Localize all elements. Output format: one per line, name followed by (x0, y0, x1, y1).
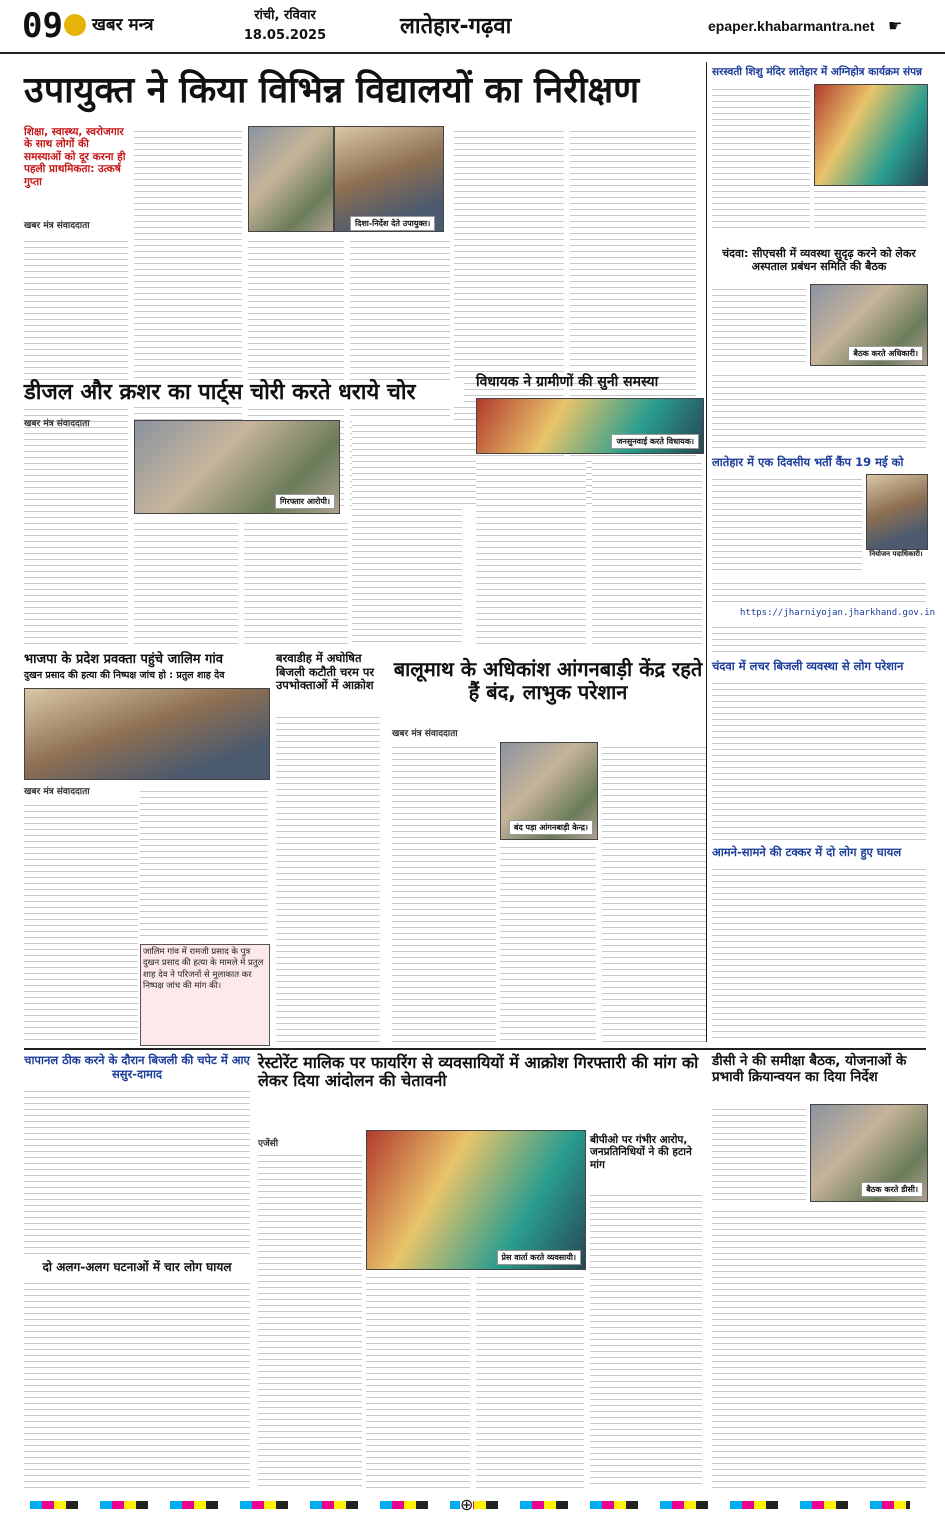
b1-headline: चापानल ठीक करने के दौरान बिजली की चपेट में आए ससुर-दामाद (24, 1053, 250, 1081)
bjp-subhead: दुखन प्रसाद की हत्या की निष्पक्ष जांच हो : प्रतुल शाह देव (24, 670, 225, 681)
diesel-photo (134, 420, 340, 514)
bjp-byline: खबर मंत्र संवाददाता (24, 787, 90, 797)
lead-photo-caption: दिशा-निर्देश देते उपायुक्त। (350, 216, 435, 231)
b3-body-col1 (712, 1104, 806, 1200)
b2-photo (366, 1130, 586, 1270)
anganwadi-headline: बालूमाथ के अधिकांश आंगनबाड़ी केंद्र रहते हैं बंद, लाभुक परेशान (393, 657, 703, 704)
brand-logo-icon (64, 14, 86, 36)
r3-body-col3 (712, 622, 926, 656)
b1-body-1 (24, 1086, 250, 1254)
epaper-link[interactable]: epaper.khabarmantra.net (708, 18, 875, 34)
r3-body-col1 (712, 474, 862, 574)
mla-body-col2 (592, 458, 702, 644)
lead-headline: उपायुक्त ने किया विभिन्न विद्यालयों का निरीक्षण (24, 70, 640, 111)
b2-side-headline: बीपीओ पर गंभीर आरोप, जनप्रतिनिधियों ने की हटाने मांग (590, 1134, 692, 1171)
b1-body-2 (24, 1278, 250, 1488)
print-registration-strip (0, 1495, 945, 1517)
b2-body-col4 (590, 1190, 702, 1488)
b1-subhead: दो अलग-अलग घटनाओं में चार लोग घायल (42, 1260, 232, 1274)
diesel-body-col1 (24, 434, 128, 644)
r2-photo (810, 284, 928, 366)
r3-headline: लातेहार में एक दिवसीय भर्ती कैंप 19 मई को (712, 455, 904, 469)
b2-headline: रेस्टोरेंट मालिक पर फायरिंग से व्यवसायियों में आक्रोश गिरफ्तारी की मांग को लेकर दिया आंदोलन की चेतावनी (258, 1053, 699, 1091)
anganwadi-byline: खबर मंत्र संवाददाता (392, 729, 458, 739)
lead-byline: खबर मंत्र संवाददाता (24, 221, 90, 231)
mla-headline: विधायक ने ग्रामीणों की सुनी समस्या (476, 374, 659, 390)
hand-icon: ☛ (888, 16, 903, 35)
section-divider (24, 1048, 926, 1050)
b2-byline: एजेंसी (258, 1139, 279, 1149)
issue-date: 18.05.2025 (243, 28, 327, 43)
r5-body (712, 864, 926, 1042)
date-block (240, 6, 330, 46)
diesel-headline: डीजल और क्रशर का पार्ट्स चोरी करते धराये चोर (24, 380, 464, 405)
anganwadi-photo (500, 742, 598, 840)
r2-body-col1 (712, 284, 806, 366)
r3-body-col2 (712, 578, 926, 604)
registration-mark-icon: ⊕ (460, 1495, 474, 1514)
diesel-photo-caption: गिरफ्तार आरोपी। (275, 494, 335, 509)
brand-name: खबर मन्त्र (92, 15, 154, 35)
lead-photo-1 (248, 126, 334, 232)
r2-headline: चंदवा: सीएचसी में व्यवस्था सुदृढ़ करने को लेकर अस्पताल प्रबंधन समिति की बैठक (722, 247, 916, 273)
r3-photo-caption: नियोजन पदाधिकारी। (869, 550, 923, 558)
r5-headline: आमने-सामने की टक्कर में दो लोग हुए घायल (712, 845, 902, 859)
b3-headline: डीसी ने की समीक्षा बैठक, योजनाओं के प्रभावी क्रियान्वयन का दिया निर्देश (712, 1053, 907, 1085)
anganwadi-body-col2 (500, 842, 596, 1042)
section-title: लातेहार-गढ़वा (400, 14, 512, 39)
b2-body-col1 (258, 1150, 362, 1488)
r3-photo (866, 474, 928, 550)
r1-body-col2 (814, 186, 926, 232)
r1-photo (814, 84, 928, 186)
mla-photo (476, 398, 704, 454)
bjp-highlight-box: जालिम गांव में रामजी प्रसाद के पुत्र दुखन प्रसाद की हत्या के मामले में प्रतुल शाह देव ने परिजनों से मुलाकात कर निष्पक्ष जांच की मांग की। (140, 944, 270, 1046)
b3-photo (810, 1104, 928, 1202)
masthead (0, 0, 945, 54)
r4-headline: चंदवा में लचर बिजली व्यवस्था से लोग परेशान (712, 659, 904, 673)
bjp-headline: भाजपा के प्रदेश प्रवक्ता पहुंचे जालिम गांव (24, 652, 223, 667)
diesel-body-col3 (244, 518, 348, 644)
r1-body-col1 (712, 84, 810, 232)
city-day: रांची, रविवार (254, 8, 316, 23)
r1-headline: सरस्वती शिशु मंदिर लातेहार में अग्निहोत्र कार्यक्रम संपन्न (712, 66, 923, 78)
b2-body-col2 (366, 1272, 470, 1488)
bjp-body-col1 (24, 800, 138, 1044)
b2-photo-caption: प्रेस वार्ता करते व्यवसायी। (497, 1250, 582, 1265)
bjp-body-col2 (140, 786, 268, 940)
diesel-body-col2 (134, 518, 238, 644)
mla-body-col1 (476, 458, 586, 644)
power-headline: बरवाडीह में अघोषित बिजली कटौती चरम पर उपभोक्ताओं में आक्रोश (276, 651, 375, 693)
anganwadi-body-col1 (392, 742, 496, 1042)
b3-body-col2 (712, 1206, 926, 1488)
mla-photo-caption: जनसुनवाई करते विधायक। (611, 434, 699, 449)
right-column-divider (706, 62, 707, 1042)
r2-body-col2 (712, 370, 926, 450)
power-body-col1 (276, 712, 380, 1042)
diesel-byline: खबर मंत्र संवाददाता (24, 419, 90, 429)
anganwadi-body-col3 (602, 742, 706, 1042)
r4-body (712, 678, 926, 842)
r2-photo-caption: बैठक करते अधिकारी। (848, 346, 923, 361)
b3-photo-caption: बैठक करते डीसी। (861, 1182, 923, 1197)
b2-body-col3 (476, 1272, 584, 1488)
r3-url-link[interactable]: https://jharniyojan.jharkhand.gov.in (740, 608, 936, 618)
diesel-body-col4 (352, 420, 462, 644)
bjp-photo (24, 688, 270, 780)
page-number: 09 (22, 6, 63, 46)
anganwadi-photo-caption: बंद पड़ा आंगनबाड़ी केन्द्र। (509, 820, 593, 835)
lead-kicker: शिक्षा, स्वास्थ्य, स्वरोजगार के साथ लोगों की समस्याओं को दूर करना ही पहली प्राथमिकता: उत्कर्ष गुप्ता (24, 126, 126, 188)
